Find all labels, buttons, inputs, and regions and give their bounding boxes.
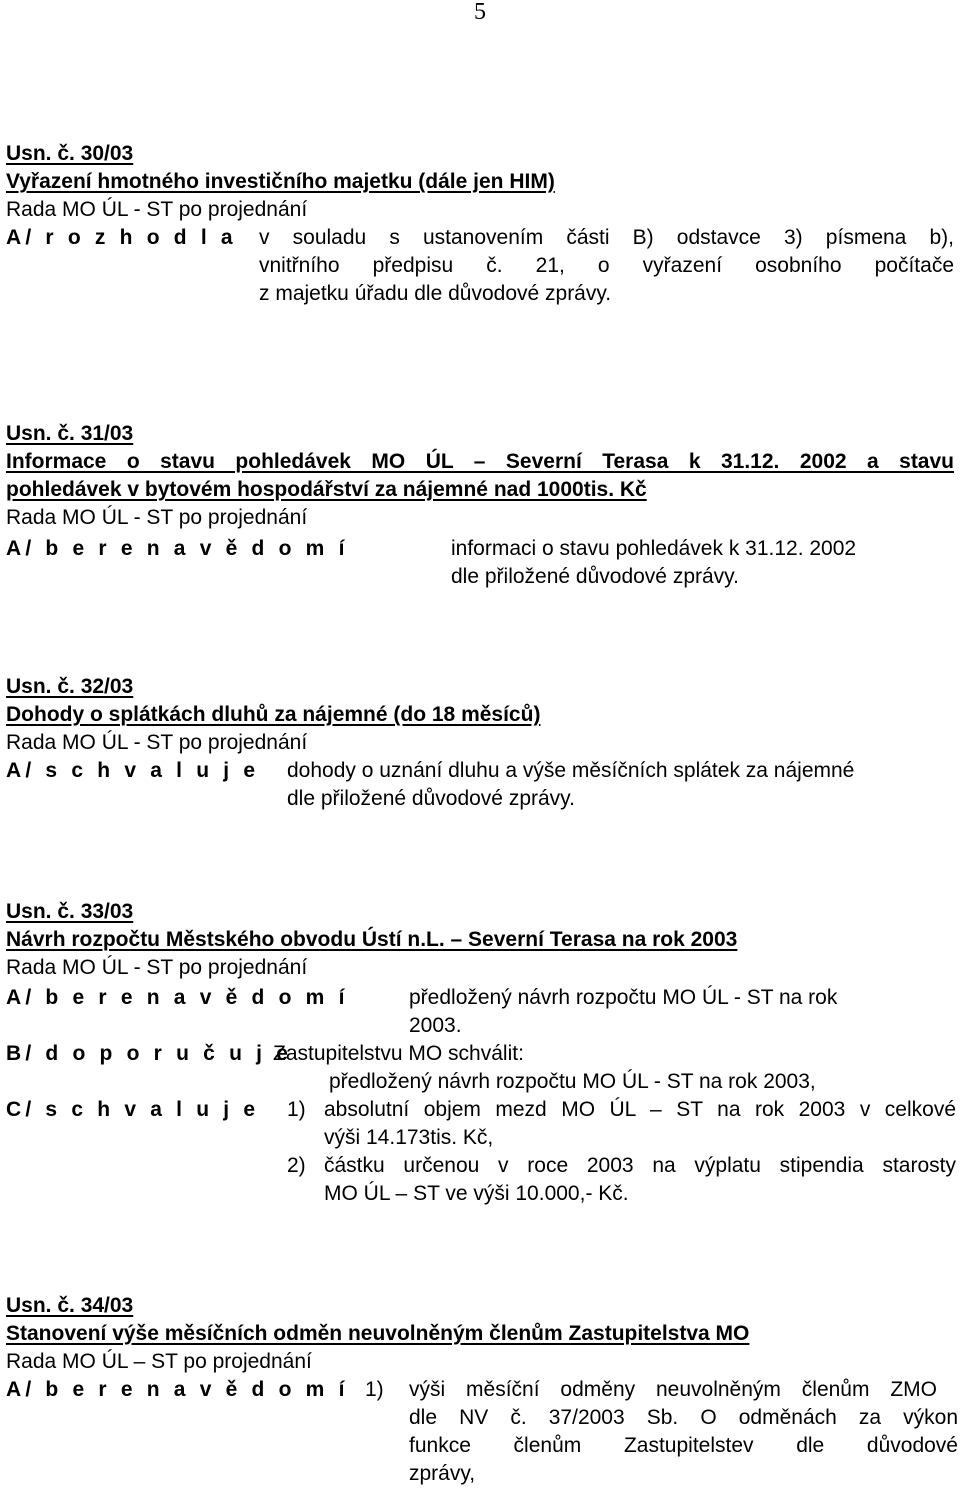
resolution-text-line: z majetku úřadu dle důvodové zprávy. bbox=[259, 282, 612, 305]
list-item-line: absolutní objem mezd MO ÚL – ST na rok 2003 v celkové bbox=[324, 1098, 956, 1121]
action-label: A/ b e r e n a v ě d o m í bbox=[6, 537, 349, 560]
resolution-title-line: pohledávek v bytovém hospodářství za nájemné nad 1000tis. Kč bbox=[6, 478, 647, 501]
council-line: Rada MO ÚL - ST po projednání bbox=[6, 956, 308, 979]
resolution-number: Usn. č. 32/03 bbox=[6, 675, 134, 698]
resolution-number: Usn. č. 33/03 bbox=[6, 900, 134, 923]
resolution-text-line: Zastupitelstvu MO schválit: bbox=[273, 1042, 524, 1065]
resolution-text-line: předložený návrh rozpočtu MO ÚL - ST na rok bbox=[409, 986, 838, 1009]
resolution-text-line: 2003. bbox=[409, 1014, 462, 1037]
resolution-title: Návrh rozpočtu Městského obvodu Ústí n.L. – Severní Terasa na rok 2003 bbox=[6, 928, 738, 951]
action-c-label: C/ s c h v a l u j e bbox=[6, 1098, 260, 1121]
list-item-line: funkce členům Zastupitelstev dle důvodové bbox=[409, 1434, 958, 1457]
list-item-number: 1) bbox=[287, 1098, 306, 1121]
list-item-line: zprávy, bbox=[409, 1462, 476, 1485]
action-label: A/ b e r e n a v ě d o m í bbox=[6, 1378, 349, 1401]
council-line: Rada MO ÚL - ST po projednání bbox=[6, 506, 308, 529]
resolution-title-line: Informace o stavu pohledávek MO ÚL – Severní Terasa k 31.12. 2002 a stavu bbox=[6, 450, 954, 473]
list-item-line: částku určenou v roce 2003 na výplatu stipendia starosty bbox=[324, 1154, 956, 1177]
list-item-line: výši 14.173tis. Kč, bbox=[324, 1126, 494, 1149]
resolution-number: Usn. č. 34/03 bbox=[6, 1294, 134, 1317]
resolution-text-line: v souladu s ustanovením části B) odstavce 3) písmena b), bbox=[259, 226, 954, 249]
resolution-text-line: dle přiložené důvodové zprávy. bbox=[451, 565, 739, 588]
resolution-number: Usn. č. 31/03 bbox=[6, 422, 134, 445]
resolution-text-line: vnitřního předpisu č. 21, o vyřazení osobního počítače bbox=[259, 254, 954, 277]
action-label: A/ s c h v a l u j e bbox=[6, 759, 260, 782]
resolution-text-line: předložený návrh rozpočtu MO ÚL - ST na rok 2003, bbox=[329, 1070, 816, 1093]
council-line: Rada MO ÚL - ST po projednání bbox=[6, 198, 308, 221]
action-a-label: A/ b e r e n a v ě d o m í bbox=[6, 986, 349, 1009]
resolution-number: Usn. č. 30/03 bbox=[6, 142, 134, 165]
list-item-line: MO ÚL – ST ve výši 10.000,- Kč. bbox=[324, 1182, 629, 1205]
page-number: 5 bbox=[474, 0, 486, 25]
list-item-line: výši měsíční odměny neuvolněným členům ZMO bbox=[409, 1378, 937, 1401]
resolution-text-line: informaci o stavu pohledávek k 31.12. 2002 bbox=[451, 537, 857, 560]
resolution-title: Stanovení výše měsíčních odměn neuvolněným členům Zastupitelstva MO bbox=[6, 1322, 750, 1345]
list-item-number: 1) bbox=[365, 1378, 384, 1401]
resolution-title: Vyřazení hmotného investičního majetku (dále jen HIM) bbox=[6, 170, 555, 193]
action-b-label: B/ d o p o r u č u j e bbox=[6, 1042, 293, 1065]
council-line: Rada MO ÚL – ST po projednání bbox=[6, 1350, 312, 1373]
resolution-title: Dohody o splátkách dluhů za nájemné (do 18 měsíců) bbox=[6, 703, 541, 726]
action-label: A/ r o z h o d l a bbox=[6, 226, 237, 249]
resolution-text-line: dle přiložené důvodové zprávy. bbox=[287, 787, 575, 810]
resolution-text-line: dohody o uznání dluhu a výše měsíčních splátek za nájemné bbox=[287, 759, 855, 782]
list-item-number: 2) bbox=[287, 1154, 306, 1177]
council-line: Rada MO ÚL - ST po projednání bbox=[6, 731, 308, 754]
list-item-line: dle NV č. 37/2003 Sb. O odměnách za výkon bbox=[409, 1406, 958, 1429]
